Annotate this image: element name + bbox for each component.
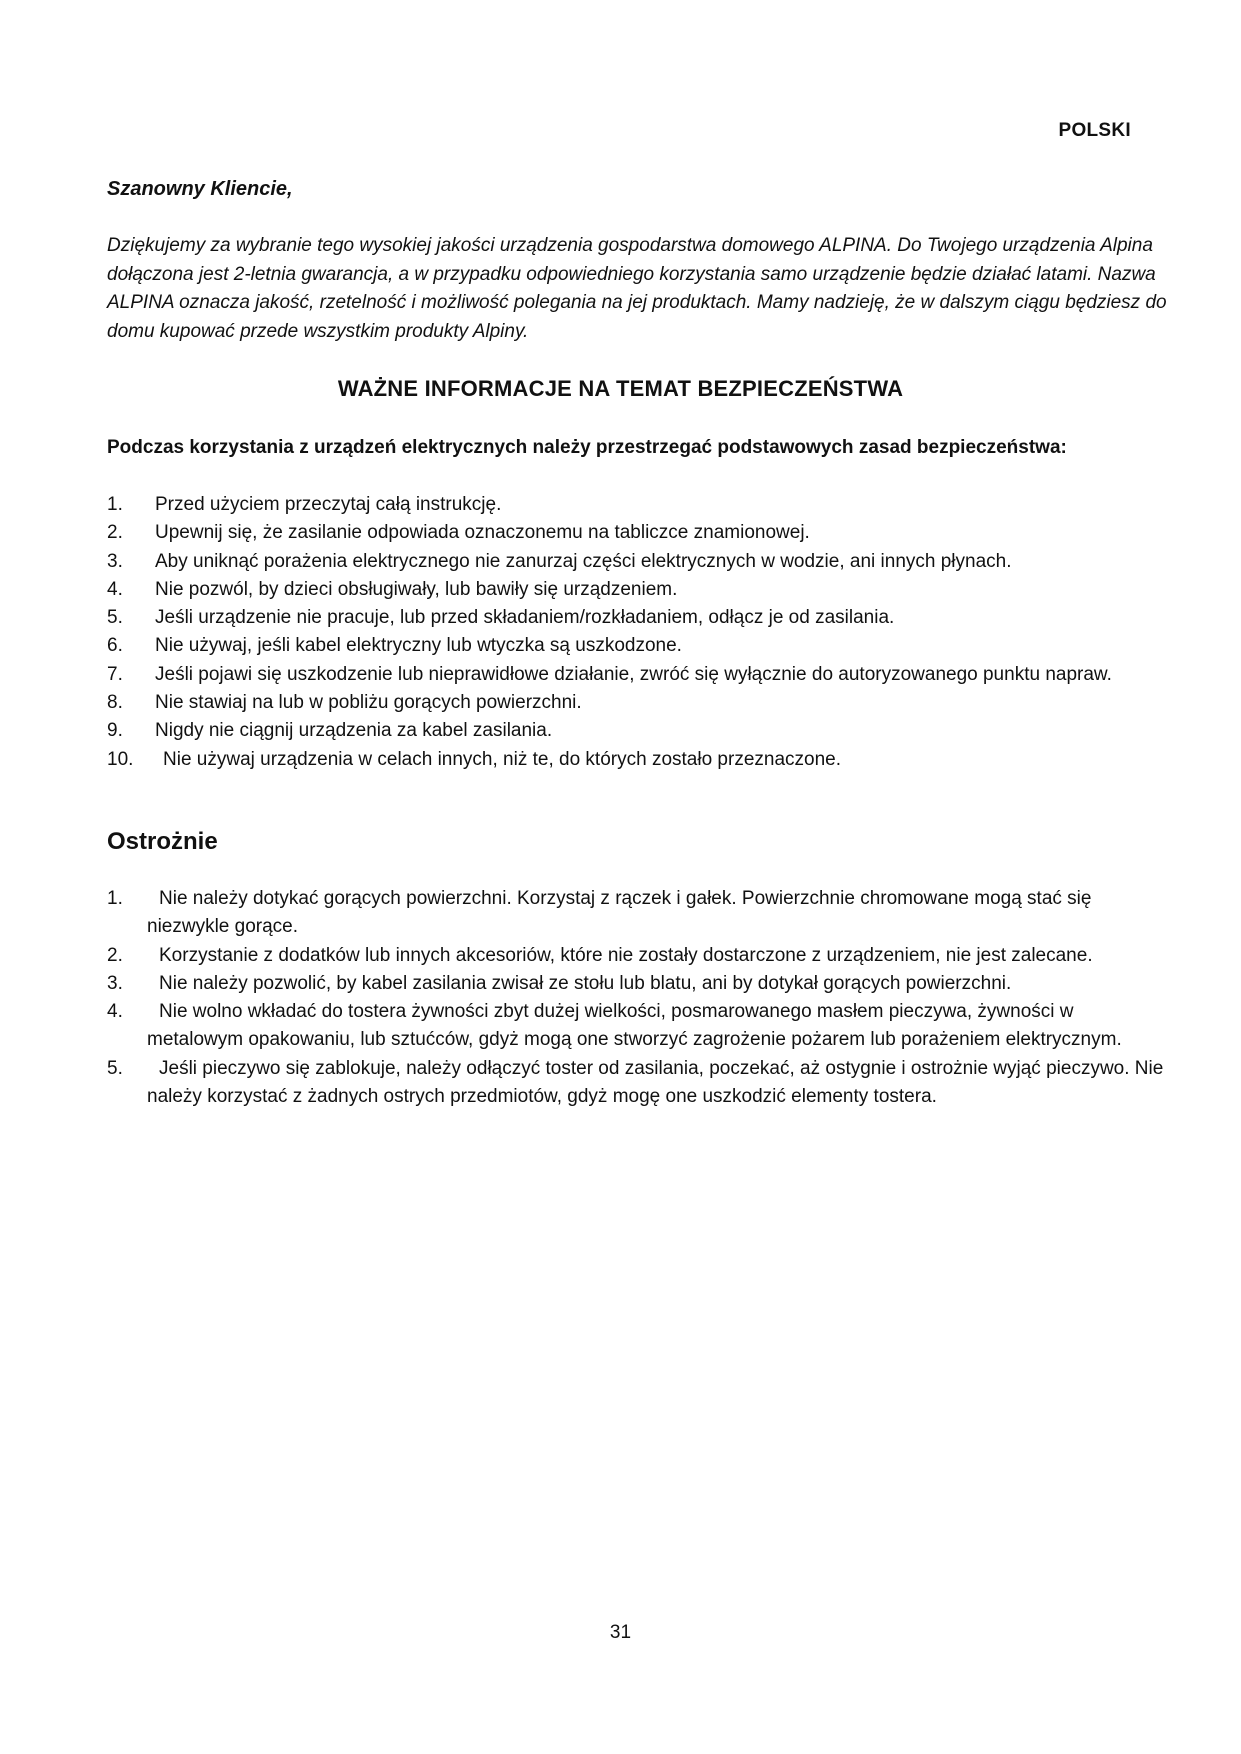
item-text: Upewnij się, że zasilanie odpowiada oznaczonemu na tabliczce znamionowej.	[155, 522, 810, 544]
item-text: Nie pozwól, by dzieci obsługiwały, lub bawiły się urządzeniem.	[155, 578, 678, 600]
safety-item	[107, 717, 1167, 745]
item-text: Nie używaj urządzenia w celach innych, niż te, do których zostało przeznaczone.	[163, 748, 842, 770]
item-number: 2.	[107, 522, 123, 544]
safety-item	[107, 519, 1167, 547]
item-number: 7.	[107, 663, 123, 685]
item-text: Jeśli urządzenie nie pracuje, lub przed składaniem/rozkładaniem, odłącz je od zasilania.	[155, 607, 895, 629]
page-number: 31	[609, 1622, 632, 1643]
item-number: 4.	[107, 578, 123, 600]
safety-item	[107, 689, 1167, 717]
item-number: 5.	[107, 607, 123, 629]
safety-item	[107, 632, 1167, 660]
item-number: 1.	[107, 494, 123, 515]
safety-item	[107, 746, 1167, 774]
caution-heading: Ostrożnie	[107, 828, 218, 855]
caution-item	[107, 1055, 1167, 1112]
item-number: 3.	[107, 972, 123, 994]
safety-item	[107, 491, 1167, 519]
item-number: 3.	[107, 550, 123, 572]
safety-item	[107, 548, 1167, 576]
caution-item	[107, 942, 1167, 970]
item-text: Nie używaj, jeśli kabel elektryczny lub wtyczka są uszkodzone.	[155, 635, 682, 657]
item-text: Aby uniknąć porażenia elektrycznego nie zanurzaj części elektrycznych w wodzie, ani innych płynach.	[155, 550, 1012, 572]
item-number: 5.	[107, 1057, 123, 1079]
greeting: Szanowny Kliencie,	[107, 178, 293, 200]
intro-paragraph: Dziękujemy za wybranie tego wysokiej jakości urządzenia gospodarstwa domowego ALPINA. Do Twojego urządzenia Alpina dołączona jest 2-letnia gwarancja, a w przypadku odpowiedniego korzystania samo urządzenie będzie działać latami. Nazwa ALPINA oznacza jakość, rzetelność i możliwość polegania na jej produktach. Mamy nadzieję, że w dalszym ciągu będziesz do domu kupować przede wszystkim produkty Alpiny.	[107, 235, 1167, 342]
item-text: Nie stawiaj na lub w pobliżu gorących powierzchni.	[155, 692, 582, 714]
safety-subtitle: Podczas korzystania z urządzeń elektrycznych należy przestrzegać podstawowych zasad bezpieczeństwa:	[107, 437, 1067, 458]
safety-item	[107, 604, 1167, 632]
item-number: 1.	[107, 888, 123, 909]
caution-item	[107, 998, 1167, 1055]
item-number: 4.	[107, 1001, 123, 1023]
item-text: Jeśli pieczywo się zablokuje, należy odłączyć toster od zasilania, poczekać, aż ostygnie i ostrożnie wyjąć pieczywo. Nie należy korzystać z żadnych ostrych przedmiotów, gdyż mogę one uszkodzić elementy tostera.	[147, 1057, 1164, 1108]
item-text: Przed użyciem przeczytaj całą instrukcję.	[155, 494, 502, 515]
item-text: Nigdy nie ciągnij urządzenia za kabel zasilania.	[155, 720, 553, 742]
item-text: Nie należy dotykać gorących powierzchni. Korzystaj z rączek i gałek. Powierzchnie chromowane mogą stać się niezwykle gorące.	[147, 888, 1092, 938]
language-label: POLSKI	[1058, 120, 1131, 141]
item-text: Korzystanie z dodatków lub innych akcesoriów, które nie zostały dostarczone z urządzeniem, nie jest zalecane.	[159, 944, 1093, 966]
item-text: Jeśli pojawi się uszkodzenie lub nieprawidłowe działanie, zwróć się wyłącznie do autoryzowanego punktu napraw.	[155, 663, 1112, 685]
item-text: Nie wolno wkładać do tostera żywności zbyt dużej wielkości, posmarowanego masłem pieczywa, żywności w metalowym opakowaniu, lub sztućców, gdyż mogą one stworzyć zagrożenie pożarem lub porażeniem elektrycznym.	[147, 1001, 1122, 1051]
item-number: 10.	[107, 748, 134, 770]
caution-item	[107, 885, 1167, 942]
safety-list	[107, 491, 1167, 774]
item-text: Nie należy pozwolić, by kabel zasilania zwisał ze stołu lub blatu, ani by dotykał gorących powierzchni.	[159, 972, 1012, 994]
item-number: 6.	[107, 635, 123, 657]
caution-list	[107, 885, 1167, 1111]
safety-item	[107, 576, 1167, 604]
item-number: 8.	[107, 692, 123, 714]
safety-title: WAŻNE INFORMACJE NA TEMAT BEZPIECZEŃSTWA	[337, 376, 904, 401]
safety-item	[107, 661, 1167, 689]
item-number: 9.	[107, 720, 123, 742]
caution-item	[107, 970, 1167, 998]
item-number: 2.	[107, 944, 123, 966]
